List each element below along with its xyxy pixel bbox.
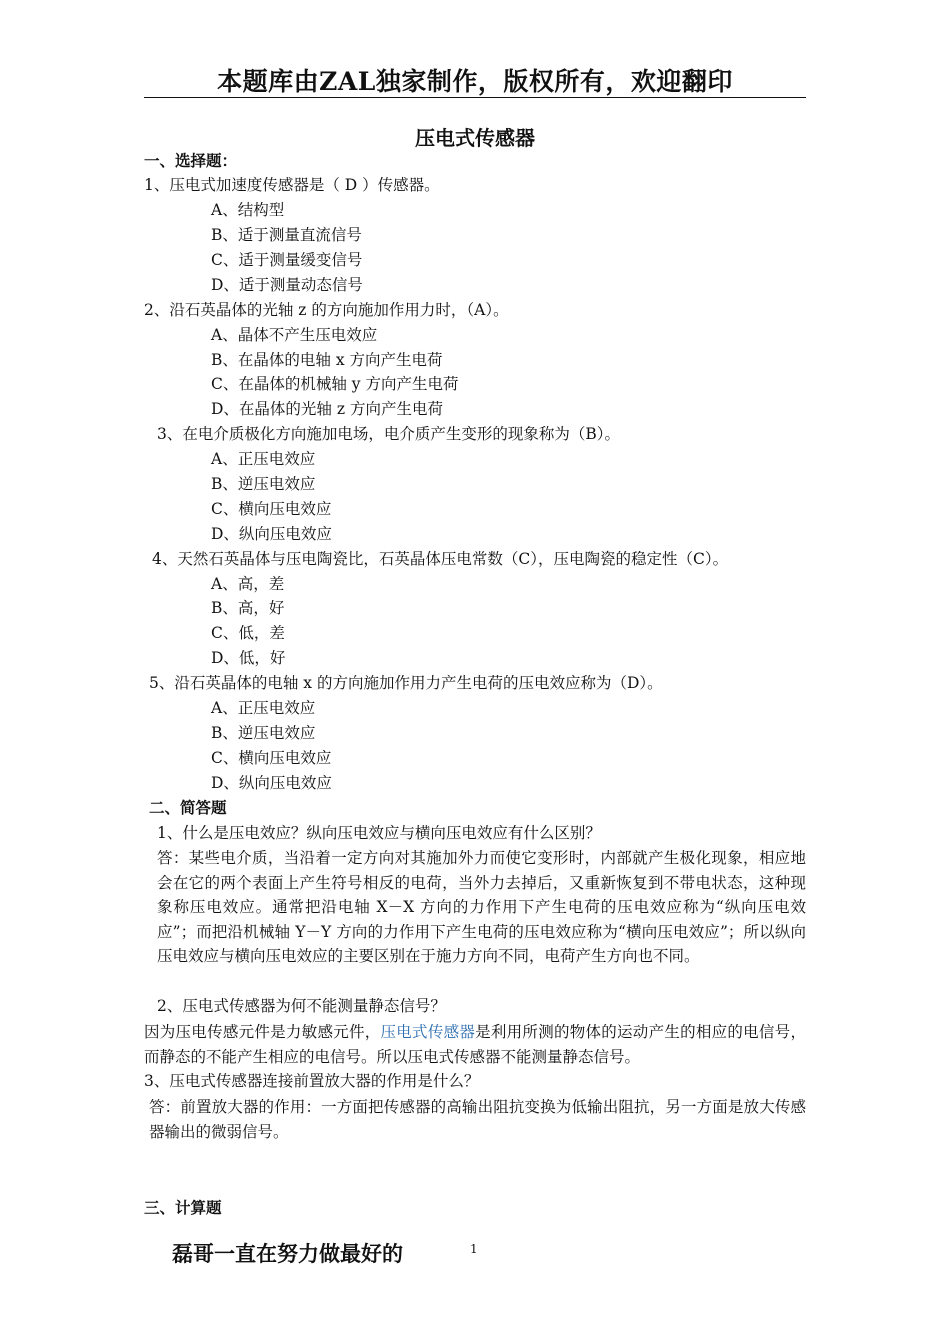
q5-option-a: A、正压电效应 (211, 699, 316, 717)
q2-option-d: D、在晶体的光轴 z 方向产生电荷 (211, 400, 443, 418)
q4-option-c: C、低，差 (211, 624, 285, 642)
sensor-link[interactable]: 压电式传感器 (380, 1023, 476, 1041)
q1-option-c: C、适于测量缓变信号 (211, 251, 363, 269)
q3-option-c: C、横向压电效应 (211, 500, 332, 518)
q3-option-d: D、纵向压电效应 (211, 525, 332, 543)
q5-option-d: D、纵向压电效应 (211, 774, 332, 792)
q5-option-b: B、逆压电效应 (211, 724, 316, 742)
section-heading-short-answer: 二、简答题 (149, 798, 227, 817)
answer-2-text-end: 是利用所测的物体的运动产生的相应的电信号，而静态的不能产生相应的电信号。所以压电式传感器不能测量静态信号。 (144, 1023, 806, 1066)
q1-option-b: B、适于测量直流信号 (211, 226, 362, 244)
question-2: 2、沿石英晶体的光轴 z 的方向施加作用力时，（A）。 (144, 301, 509, 319)
header-divider (144, 97, 806, 98)
question-1: 1、压电式加速度传感器是（ D ）传感器。 (144, 176, 440, 194)
q2-option-a: A、晶体不产生压电效应 (211, 326, 378, 344)
page-number: 1 (470, 1242, 478, 1256)
short-answer-2 (144, 1020, 806, 1069)
short-question-1: 1、什么是压电效应？纵向压电效应与横向压电效应有什么区别？ (157, 824, 601, 842)
footer-motto: 磊哥一直在努力做最好的 (172, 1241, 403, 1266)
q3-option-b: B、逆压电效应 (211, 475, 316, 493)
header-title: 本题库由ZAL独家制作，版权所有，欢迎翻印 (217, 67, 733, 96)
document-title: 压电式传感器 (415, 126, 535, 150)
question-3: 3、在电介质极化方向施加电场，电介质产生变形的现象称为（B）。 (157, 425, 621, 443)
q1-option-d: D、适于测量动态信号 (211, 276, 363, 294)
q3-option-a: A、正压电效应 (211, 450, 316, 468)
short-answer-3: 答：前置放大器的作用：一方面把传感器的高输出阻抗变换为低输出阻抗，另一方面是放大传感器输出的微弱信号。 (149, 1098, 806, 1141)
q2-option-c: C、在晶体的机械轴 y 方向产生电荷 (211, 375, 459, 393)
question-5: 5、沿石英晶体的电轴 x 的方向施加作用力产生电荷的压电效应称为（D）。 (149, 674, 663, 692)
section-heading-calculation: 三、计算题 (144, 1198, 222, 1217)
q4-option-b: B、高，好 (211, 599, 285, 617)
q2-option-b: B、在晶体的电轴 x 方向产生电荷 (211, 351, 443, 369)
short-question-2: 2、压电式传感器为何不能测量静态信号？ (157, 997, 446, 1015)
short-question-3: 3、压电式传感器连接前置放大器的作用是什么？ (144, 1072, 480, 1090)
question-4: 4、天然石英晶体与压电陶瓷比，石英晶体压电常数（C），压电陶瓷的稳定性（C）。 (152, 550, 729, 568)
q5-option-c: C、横向压电效应 (211, 749, 332, 767)
short-answer-1: 答：某些电介质，当沿着一定方向对其施加外力而使它变形时，内部就产生极化现象，相应地会在它的两个表面上产生符号相反的电荷，当外力去掉后，又重新恢复到不带电状态，这种现象称压电效应。通常把沿电轴 X－X 方向的力作用下产生电荷的压电效应称为“纵向压电效应”；而把沿机械轴 Y－Y 方向的力作用下产生电荷的压电效应称为“横向压电效应”；所以纵向压电效应与横向压电效应的主要区别在于施力方向不同，电荷产生方向也不同。 (157, 849, 806, 965)
answer-2-text-start: 因为压电传感元件是力敏感元件， (144, 1023, 381, 1041)
q4-option-d: D、低，好 (211, 649, 286, 667)
section-heading-choice: 一、选择题： (144, 151, 238, 170)
q1-option-a: A、结构型 (211, 201, 285, 219)
q4-option-a: A、高，差 (211, 575, 285, 593)
